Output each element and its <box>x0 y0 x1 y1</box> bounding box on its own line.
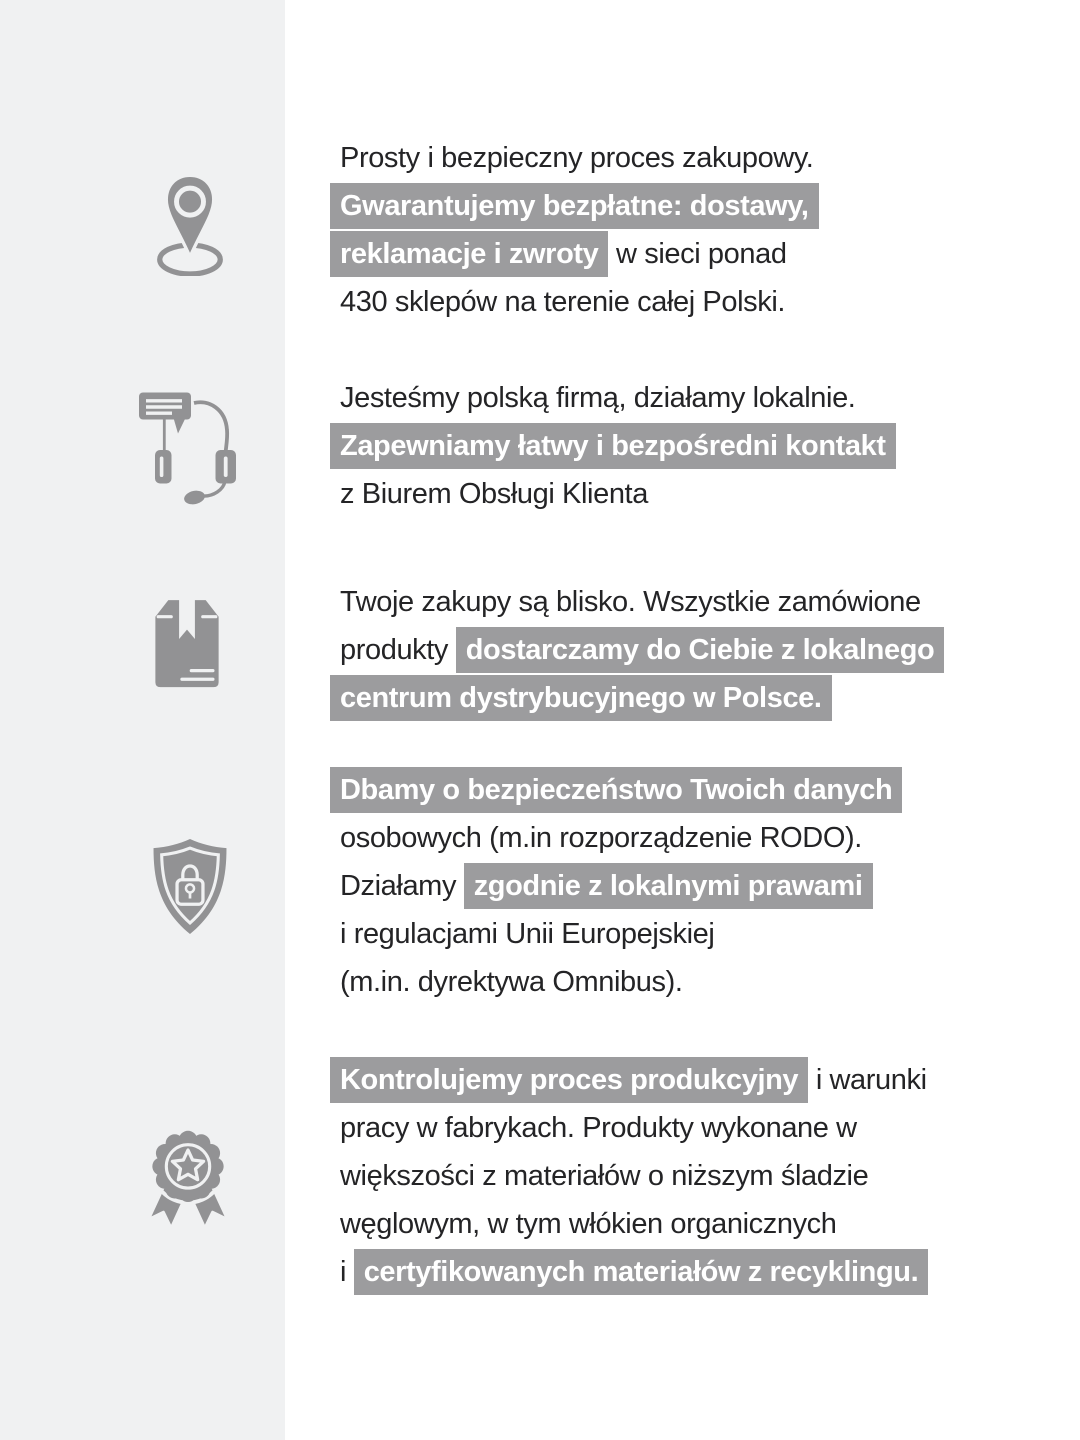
regular-text: i warunki <box>808 1064 927 1096</box>
text-line <box>330 910 1050 958</box>
regular-text: i regulacjami Unii Europejskiej <box>340 918 715 950</box>
benefit-block-free-delivery <box>330 134 1050 326</box>
regular-text: 430 sklepów na terenie całej Polski. <box>340 286 786 318</box>
text-line <box>330 1200 1050 1248</box>
benefit-block-polish-company <box>330 374 1050 518</box>
text-line <box>330 278 1050 326</box>
highlighted-text: centrum dystrybucyjnego w Polsce. <box>330 675 832 721</box>
regular-text: w sieci ponad <box>608 238 787 270</box>
highlighted-text: dostarczamy do Ciebie z lokalnego <box>456 627 945 673</box>
text-line <box>330 578 1050 626</box>
text-line <box>330 134 1050 182</box>
package-box-icon <box>151 598 223 690</box>
text-line <box>330 1248 1050 1296</box>
text-line <box>330 1056 1050 1104</box>
regular-text: większości z materiałów o niższym śladzie <box>340 1160 869 1192</box>
highlighted-text: reklamacje i zwroty <box>330 231 608 277</box>
text-line <box>330 1104 1050 1152</box>
regular-text: z Biurem Obsługi Klienta <box>340 478 648 510</box>
regular-text: węglowym, w tym włókien organicznych <box>340 1208 837 1240</box>
icon-sidebar <box>0 0 285 1440</box>
regular-text: produkty <box>340 634 456 666</box>
highlighted-text: zgodnie z lokalnymi prawami <box>464 863 873 909</box>
location-pin-icon <box>157 174 223 276</box>
regular-text: osobowych (m.in rozporządzenie RODO). <box>340 822 862 854</box>
highlighted-text: Zapewniamy łatwy i bezpośredni kontakt <box>330 423 896 469</box>
highlighted-text: Dbamy o bezpieczeństwo Twoich danych <box>330 767 902 813</box>
highlighted-text: certyfikowanych materiałów z recyklingu. <box>354 1249 929 1295</box>
text-line <box>330 862 1050 910</box>
text-line <box>330 230 1050 278</box>
benefit-block-local-distribution <box>330 578 1050 722</box>
text-line <box>330 182 1050 230</box>
text-line <box>330 626 1050 674</box>
text-line <box>330 1152 1050 1200</box>
text-line <box>330 674 1050 722</box>
regular-text: i <box>340 1256 354 1288</box>
highlighted-text: Gwarantujemy bezpłatne: dostawy, <box>330 183 819 229</box>
benefit-block-production-control <box>330 1056 1050 1296</box>
regular-text: pracy w fabrykach. Produkty wykonane w <box>340 1112 857 1144</box>
text-line <box>330 374 1050 422</box>
text-line <box>330 766 1050 814</box>
text-line <box>330 470 1050 518</box>
customer-service-headset-icon <box>135 380 245 510</box>
regular-text: (m.in. dyrektywa Omnibus). <box>340 966 683 998</box>
regular-text: Twoje zakupy są blisko. Wszystkie zamówione <box>340 586 921 618</box>
text-line <box>330 422 1050 470</box>
text-line <box>330 814 1050 862</box>
text-line <box>330 958 1050 1006</box>
regular-text: Działamy <box>340 870 464 902</box>
benefit-block-data-security <box>330 766 1050 1006</box>
shield-lock-icon <box>142 835 238 938</box>
regular-text: Prosty i bezpieczny proces zakupowy. <box>340 142 814 174</box>
award-badge-icon <box>135 1120 241 1234</box>
regular-text: Jesteśmy polską firmą, działamy lokalnie. <box>340 382 856 414</box>
highlighted-text: Kontrolujemy proces produkcyjny <box>330 1057 808 1103</box>
